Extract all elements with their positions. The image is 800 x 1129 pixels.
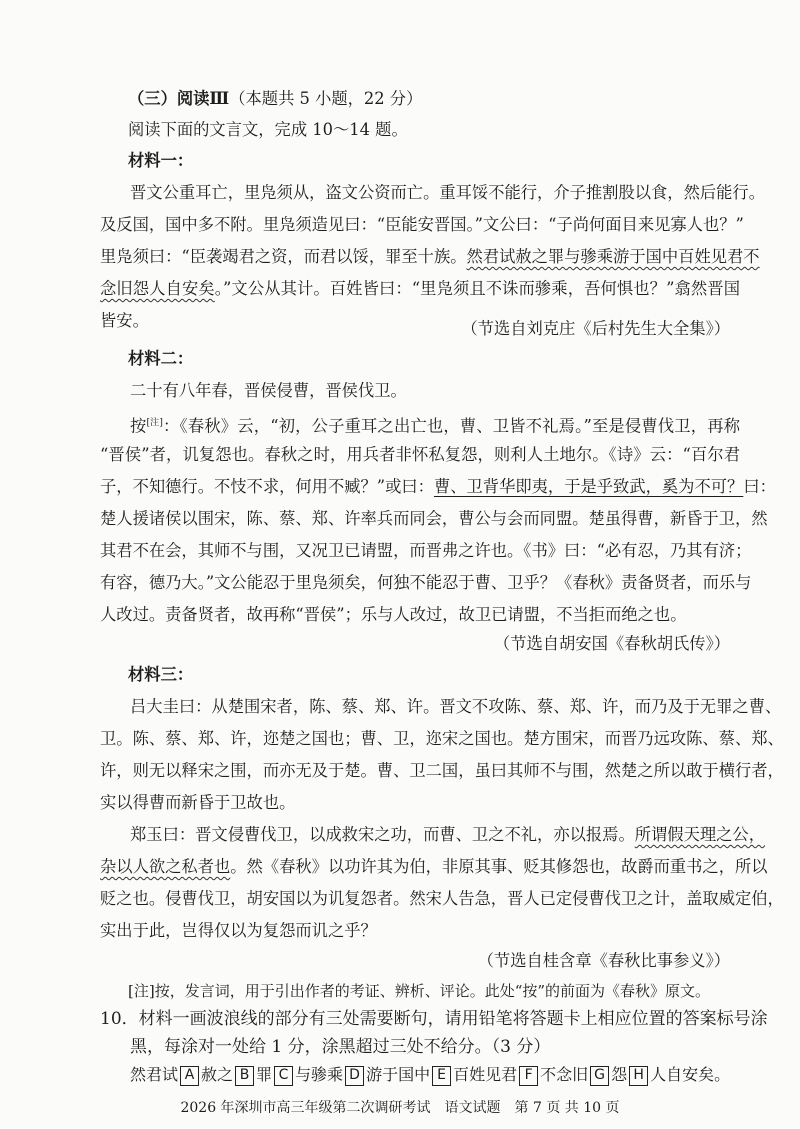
material-3-title: 材料三：	[128, 665, 194, 684]
answer-option-c[interactable]: C	[274, 1066, 293, 1086]
answer-option-b[interactable]: B	[235, 1066, 254, 1086]
material-3-line: 卫。陈、蔡、郑、许，迩楚之国也；曹、卫，迩宋之国也。楚方围宋，而晋乃远攻陈、蔡、郑、	[100, 729, 784, 748]
material-3-source: （节选自桂含章《春秋比事参义》）	[477, 951, 730, 970]
section-instruction: 阅读下面的文言文，完成 10～14 题。	[128, 120, 408, 139]
answer-option-h[interactable]: H	[629, 1066, 648, 1086]
material-3-line: 贬之也。侵曹伐卫，胡安国以为讥复怨者。然宋人告急，晋人已定侵曹伐卫之计，盖取威定伯，	[100, 889, 784, 908]
answer-option-f[interactable]: F	[519, 1066, 538, 1086]
footnote-marker: [注]	[146, 418, 163, 428]
question-10-line: 黑，每涂对一处给 1 分，涂黑超过三处不给分。（3 分）	[130, 1037, 551, 1057]
material-1-line: 里凫须曰：“臣袭竭君之资，而君以馁，罪至十族。然君试赦之罪与骖乘游于国中百姓见君不	[100, 247, 760, 266]
answer-option-d[interactable]: D	[345, 1066, 364, 1086]
material-2-line: 人改过。责备贤者，故再称“晋侯”；乐与人改过，故卫已请盟，不当拒而绝之也。	[100, 605, 687, 624]
material-3-line: 许，则无以释宋之围，而亦无及于楚。曹、卫二国，虽曰其师不与围，然楚之所以敢于横行者，	[100, 761, 784, 780]
answer-option-e[interactable]: E	[432, 1066, 451, 1086]
wavy-underline-segment: 杂以人欲之私者也	[100, 857, 231, 876]
material-1-line: 及反国，国中多不附。里凫须造见曰：“臣能安晋国。”文公曰：“子尚何面目来见寡人也？”	[100, 215, 744, 234]
material-1-line: 晋文公重耳亡，里凫须从，盗文公资而亡。重耳馁不能行，介子推割股以食，然后能行。	[130, 183, 765, 202]
section-heading: （三）阅读Ⅲ（本题共 5 小题，22 分）	[128, 89, 423, 108]
material-2-line: 子，不知德行。不忮不求，何用不臧？”或曰：曹、卫背华即夷，于是乎致武，奚为不可？曰：	[100, 477, 776, 496]
material-2-line: 二十有八年春，晋侯侵曹，晋侯伐卫。	[130, 381, 407, 400]
answer-option-a[interactable]: A	[180, 1066, 199, 1086]
material-3-line: 杂以人欲之私者也。然《春秋》以功许其为伯，非原其事、贬其修怨也，故爵而重书之，所以	[100, 857, 768, 876]
material-2-line: “晋侯”者，讥复怨也。春秋之时，用兵者非怀私复怨，则利人土地尔。《诗》云：“百尔君	[100, 445, 740, 464]
material-2-title: 材料二：	[128, 349, 194, 368]
question-10: 10．材料一画波浪线的部分有三处需要断句，请用铅笔将答题卡上相应位置的答案标号涂	[100, 1009, 768, 1029]
answer-option-g[interactable]: G	[590, 1066, 609, 1086]
material-3-line: 吕大圭曰：从楚围宋者，陈、蔡、郑、许。晋文不攻陈、蔡、郑、许，而乃及于无罪之曹、	[130, 697, 782, 716]
material-1-source: （节选自刘克庄《后村先生大全集》）	[461, 319, 730, 338]
page-footer: 2026 年深圳市高三年级第二次调研考试 语文试题 第 7 页 共 10 页	[180, 1100, 620, 1116]
material-2-line: 楚人援诸侯以围宋，陈、蔡、郑、许率兵而同会，曹公与会而同盟。楚虽得曹，新昏于卫，然	[100, 509, 768, 528]
material-2-line: 按[注]：《春秋》云，“初，公子重耳之出亡也，曹、卫皆不礼焉。”至是侵曹伐卫，再称	[130, 416, 740, 436]
material-3-line: 实出于此，岂得仅以为复怨而讥之乎？	[100, 921, 377, 940]
material-3-line: 实以得曹而新昏于卫故也。	[100, 793, 296, 812]
material-2-line: 其君不在会，其师不与围，又况卫已请盟，而晋弗之许也。《书》曰：“必有忍，乃其有济；	[100, 541, 752, 560]
material-3-line: 郑玉曰：晋文侵曹伐卫，以成救宋之功，而曹、卫之不礼，亦以报焉。所谓假天理之公，	[130, 825, 765, 844]
wavy-underline-segment: 所谓假天理之公，	[634, 825, 765, 844]
question-10-options: 然君试 A 赦之 B 罪 C 与骖乘 D 游于国中 E 百姓见君 F 不念旧 G 怨 H 人自安矣。	[130, 1065, 731, 1084]
material-1-title: 材料一：	[128, 151, 194, 170]
footnote: [注]按，发言词，用于引出作者的考证、辨析、评论。此处“按”的前面为《春秋》原文。	[128, 982, 711, 1000]
underline-segment: 曹、卫背华即夷，于是乎致武，奚为不可？	[433, 477, 744, 496]
material-1-line: 念旧怨人自安矣。”文公从其计。百姓皆曰：“里凫须且不诛而骖乘，吾何惧也？”翕然晋国	[100, 279, 740, 298]
question-number: 10．	[100, 1009, 139, 1029]
material-2-source: （节选自胡安国《春秋胡氏传》）	[493, 634, 730, 653]
material-1-line: 皆安。	[100, 311, 149, 330]
material-2-line: 有容，德乃大。”文公能忍于里凫须矣，何独不能忍于曹、卫乎？《春秋》责备贤者，而乐与	[100, 573, 752, 592]
wavy-underline-segment: 然君试赦之罪与骖乘游于国中百姓见君不	[466, 247, 760, 266]
wavy-underline-segment: 念旧怨人自安矣	[100, 279, 215, 298]
